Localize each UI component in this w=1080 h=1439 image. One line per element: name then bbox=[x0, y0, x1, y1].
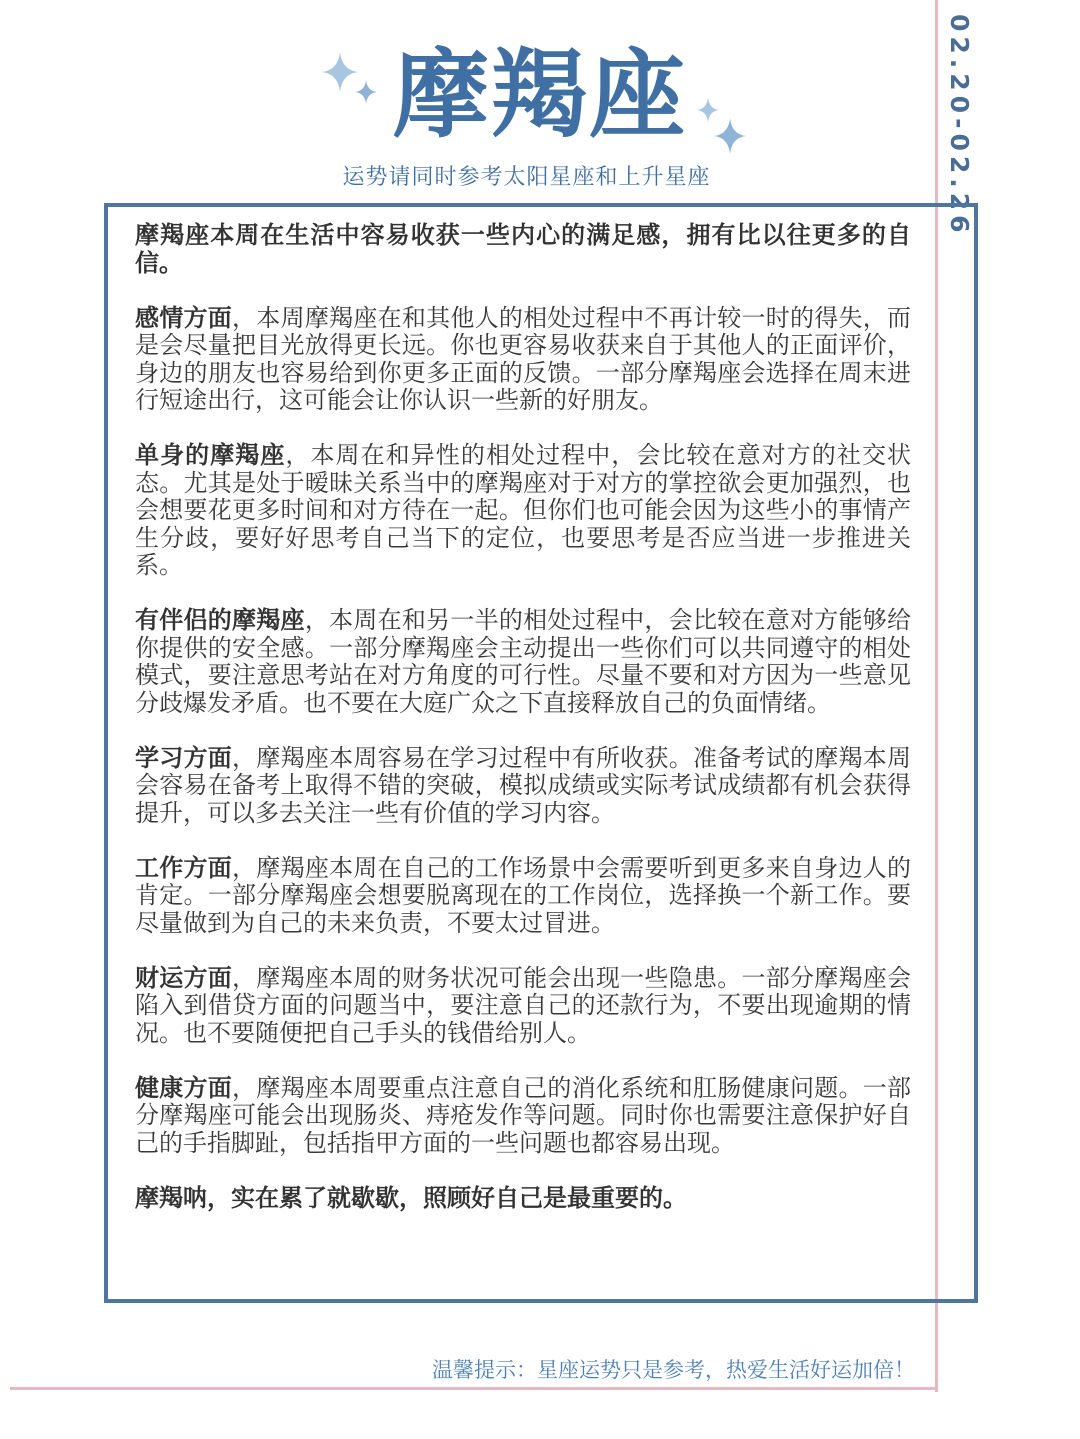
section-text: ，本周在和异性的相处过程中，会比较在意对方的社交状态。尤其是处于暧昧关系当中的摩羯座对于对方的掌控欲会更加强烈，也会想要花更多时间和对方待在一起。但你们也可能会因为这些小的事情产生分歧，要好好思考自己当下的定位，也要思考是否应当进一步推进关系。 bbox=[135, 441, 912, 579]
section-paragraph bbox=[135, 1075, 911, 1158]
section-heading: 健康方面 bbox=[135, 1073, 233, 1102]
section-heading: 感情方面 bbox=[135, 303, 233, 332]
section-heading: 工作方面 bbox=[135, 853, 233, 882]
section-text: ，本周在和另一半的相处过程中，会比较在意对方能够给你提供的安全感。一部分摩羯座会主动提出一些你们可以共同遵守的相处模式，要注意思考站在对方角度的可行性。尽量不要和对方因为一些意见分歧爆发矛盾。也不要在大庭广众之下直接释放自己的负面情绪。 bbox=[135, 606, 912, 717]
section-paragraph bbox=[135, 442, 911, 580]
horoscope-content bbox=[135, 222, 911, 1240]
closing-paragraph: 摩羯呐，实在累了就歇歇，照顾好自己是最重要的。 bbox=[135, 1183, 687, 1212]
date-range: 02.20-02.26 bbox=[945, 14, 974, 238]
section-paragraph bbox=[135, 745, 911, 828]
subtitle: 运势请同时参考太阳星座和上升星座 bbox=[342, 165, 711, 190]
section-paragraph bbox=[135, 965, 911, 1048]
section-heading: 有伴侣的摩羯座 bbox=[135, 606, 305, 634]
section-heading: 单身的摩羯座 bbox=[135, 441, 286, 469]
section-text: ，摩羯座本周的财务状况可能会出现一些隐患。一部分摩羯座会陷入到借贷方面的问题当中，要注意自己的还款行为，不要出现逾期的情况。也不要随便把自己手头的钱借给别人。 bbox=[135, 963, 912, 1047]
section-paragraph bbox=[135, 855, 911, 938]
section-paragraph bbox=[135, 607, 911, 717]
section-paragraph bbox=[135, 305, 911, 415]
section-text: ，本周摩羯座在和其他人的相处过程中不再计较一时的得失，而是会尽量把目光放得更长远。你也更容易收获来自于其他人的正面评价，身边的朋友也容易给到你更多正面的反馈。一部分摩羯座会选择在周末进行短途出行，这可能会让你认识一些新的好朋友。 bbox=[135, 303, 912, 414]
section-text: ，摩羯座本周容易在学习过程中有所收获。准备考试的摩羯本周会容易在备考上取得不错的突破，模拟成绩或实际考试成绩都有机会获得提升，可以多去关注一些有价值的学习内容。 bbox=[135, 743, 912, 827]
page-title: 摩羯座 bbox=[393, 39, 687, 151]
section-heading: 学习方面 bbox=[135, 743, 233, 772]
intro-paragraph: 摩羯座本周在生活中容易收获一些内心的满足感，拥有比以往更多的自信。 bbox=[135, 221, 911, 277]
section-heading: 财运方面 bbox=[135, 963, 233, 992]
section-text: ，摩羯座本周在自己的工作场景中会需要听到更多来自身边人的肯定。一部分摩羯座会想要脱离现在的工作岗位，选择换一个新工作。要尽量做到为自己的未来负责，不要太过冒进。 bbox=[135, 853, 912, 937]
pink-horizontal-line bbox=[10, 1387, 938, 1390]
footer-tip: 温馨提示：星座运势只是参考，热爱生活好运加倍！ bbox=[432, 1358, 915, 1382]
section-text: ，摩羯座本周要重点注意自己的消化系统和肛肠健康问题。一部分摩羯座可能会出现肠炎、痔疮发作等问题。同时你也需要注意保护好自己的手指脚趾，包括指甲方面的一些问题也都容易出现。 bbox=[135, 1073, 912, 1157]
